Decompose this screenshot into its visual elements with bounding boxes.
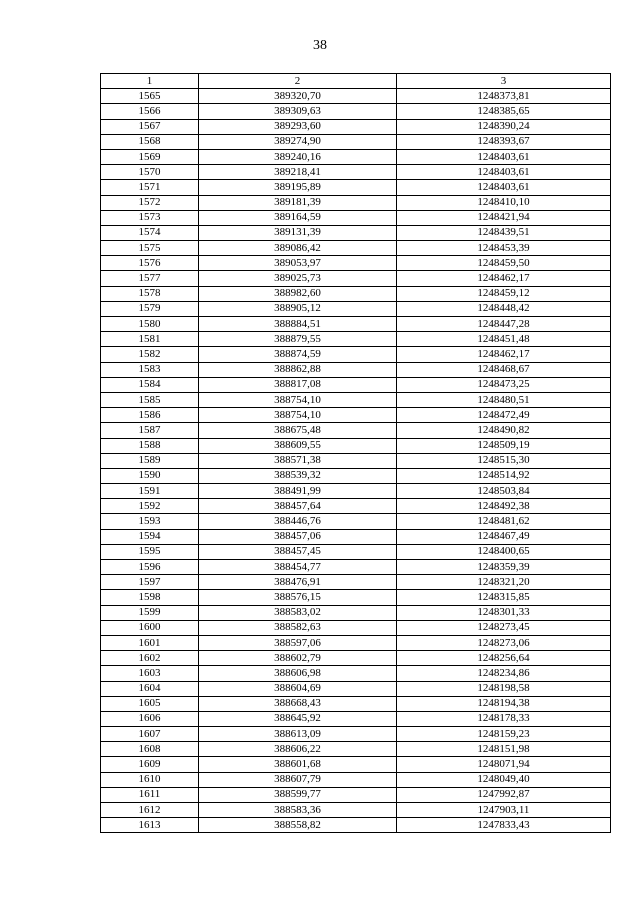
y-coordinate-cell: 1248447,28 — [397, 317, 611, 332]
y-coordinate-cell: 1247833,43 — [397, 818, 611, 833]
y-coordinate-cell: 1248421,94 — [397, 210, 611, 225]
x-coordinate-cell: 389181,39 — [199, 195, 397, 210]
y-coordinate-cell: 1248273,45 — [397, 620, 611, 635]
x-coordinate-cell: 388668,43 — [199, 696, 397, 711]
point-number-cell: 1576 — [101, 256, 199, 271]
y-coordinate-cell: 1248194,38 — [397, 696, 611, 711]
y-coordinate-cell: 1248273,06 — [397, 635, 611, 650]
x-coordinate-cell: 388583,02 — [199, 605, 397, 620]
y-coordinate-cell: 1248359,39 — [397, 560, 611, 575]
x-coordinate-cell: 388645,92 — [199, 711, 397, 726]
y-coordinate-cell: 1248159,23 — [397, 727, 611, 742]
table-row — [101, 119, 611, 134]
point-number-cell: 1592 — [101, 499, 199, 514]
table-row — [101, 241, 611, 256]
point-number-cell: 1587 — [101, 423, 199, 438]
point-number-cell: 1608 — [101, 742, 199, 757]
x-coordinate-cell: 388454,77 — [199, 560, 397, 575]
table-row — [101, 104, 611, 119]
x-coordinate-cell: 389320,70 — [199, 89, 397, 104]
x-coordinate-cell: 388905,12 — [199, 301, 397, 316]
table-row — [101, 286, 611, 301]
x-coordinate-cell: 388602,79 — [199, 651, 397, 666]
x-coordinate-cell: 389195,89 — [199, 180, 397, 195]
point-number-cell: 1580 — [101, 317, 199, 332]
x-coordinate-cell: 388754,10 — [199, 392, 397, 407]
point-number-cell: 1590 — [101, 468, 199, 483]
point-number-cell: 1597 — [101, 575, 199, 590]
column-header-2: 2 — [199, 74, 397, 89]
y-coordinate-cell: 1248509,19 — [397, 438, 611, 453]
point-number-cell: 1565 — [101, 89, 199, 104]
x-coordinate-cell: 389025,73 — [199, 271, 397, 286]
y-coordinate-cell: 1248462,17 — [397, 347, 611, 362]
point-number-cell: 1613 — [101, 818, 199, 833]
coordinates-table — [100, 73, 611, 833]
point-number-cell: 1596 — [101, 560, 199, 575]
point-number-cell: 1582 — [101, 347, 199, 362]
table-row — [101, 89, 611, 104]
table-row — [101, 438, 611, 453]
point-number-cell: 1603 — [101, 666, 199, 681]
y-coordinate-cell: 1248373,81 — [397, 89, 611, 104]
point-number-cell: 1574 — [101, 225, 199, 240]
table-row — [101, 620, 611, 635]
table-row — [101, 210, 611, 225]
table-row — [101, 514, 611, 529]
x-coordinate-cell: 388817,08 — [199, 377, 397, 392]
point-number-cell: 1607 — [101, 727, 199, 742]
y-coordinate-cell: 1248403,61 — [397, 180, 611, 195]
y-coordinate-cell: 1248439,51 — [397, 225, 611, 240]
table-row — [101, 757, 611, 772]
y-coordinate-cell: 1248473,25 — [397, 377, 611, 392]
point-number-cell: 1604 — [101, 681, 199, 696]
table-row — [101, 605, 611, 620]
y-coordinate-cell: 1248459,50 — [397, 256, 611, 271]
point-number-cell: 1578 — [101, 286, 199, 301]
table-row — [101, 165, 611, 180]
x-coordinate-cell: 389086,42 — [199, 241, 397, 256]
table-row — [101, 787, 611, 802]
table-row — [101, 149, 611, 164]
point-number-cell: 1600 — [101, 620, 199, 635]
y-coordinate-cell: 1248403,61 — [397, 149, 611, 164]
table-row — [101, 195, 611, 210]
point-number-cell: 1577 — [101, 271, 199, 286]
x-coordinate-cell: 388491,99 — [199, 484, 397, 499]
y-coordinate-cell: 1248071,94 — [397, 757, 611, 772]
point-number-cell: 1609 — [101, 757, 199, 772]
table-row — [101, 134, 611, 149]
point-number-cell: 1605 — [101, 696, 199, 711]
x-coordinate-cell: 388457,06 — [199, 529, 397, 544]
x-coordinate-cell: 388599,77 — [199, 787, 397, 802]
point-number-cell: 1594 — [101, 529, 199, 544]
table-row — [101, 575, 611, 590]
y-coordinate-cell: 1248301,33 — [397, 605, 611, 620]
table-row — [101, 317, 611, 332]
table-row — [101, 681, 611, 696]
table-row — [101, 408, 611, 423]
x-coordinate-cell: 388576,15 — [199, 590, 397, 605]
y-coordinate-cell: 1248198,58 — [397, 681, 611, 696]
y-coordinate-cell: 1248468,67 — [397, 362, 611, 377]
column-header-1: 1 — [101, 74, 199, 89]
point-number-cell: 1611 — [101, 787, 199, 802]
point-number-cell: 1569 — [101, 149, 199, 164]
table-row — [101, 635, 611, 650]
y-coordinate-cell: 1248467,49 — [397, 529, 611, 544]
point-number-cell: 1606 — [101, 711, 199, 726]
table-row — [101, 332, 611, 347]
point-number-cell: 1573 — [101, 210, 199, 225]
table-row — [101, 347, 611, 362]
point-number-cell: 1575 — [101, 241, 199, 256]
x-coordinate-cell: 388446,76 — [199, 514, 397, 529]
point-number-cell: 1584 — [101, 377, 199, 392]
x-coordinate-cell: 388879,55 — [199, 332, 397, 347]
y-coordinate-cell: 1248448,42 — [397, 301, 611, 316]
table-row — [101, 560, 611, 575]
x-coordinate-cell: 388476,91 — [199, 575, 397, 590]
table-row — [101, 301, 611, 316]
page-number: 38 — [313, 38, 327, 53]
table-row — [101, 590, 611, 605]
y-coordinate-cell: 1248451,48 — [397, 332, 611, 347]
table-row — [101, 544, 611, 559]
table-row — [101, 651, 611, 666]
table-row — [101, 772, 611, 787]
point-number-cell: 1581 — [101, 332, 199, 347]
point-number-cell: 1610 — [101, 772, 199, 787]
x-coordinate-cell: 388571,38 — [199, 453, 397, 468]
x-coordinate-cell: 388582,63 — [199, 620, 397, 635]
y-coordinate-cell: 1248462,17 — [397, 271, 611, 286]
table-row — [101, 711, 611, 726]
x-coordinate-cell: 389131,39 — [199, 225, 397, 240]
y-coordinate-cell: 1247903,11 — [397, 803, 611, 818]
y-coordinate-cell: 1248410,10 — [397, 195, 611, 210]
table-row — [101, 256, 611, 271]
table-row — [101, 377, 611, 392]
table-body — [101, 89, 611, 833]
table-row — [101, 818, 611, 833]
table-row — [101, 362, 611, 377]
y-coordinate-cell: 1248492,38 — [397, 499, 611, 514]
point-number-cell: 1585 — [101, 392, 199, 407]
x-coordinate-cell: 388601,68 — [199, 757, 397, 772]
table-row — [101, 484, 611, 499]
point-number-cell: 1579 — [101, 301, 199, 316]
y-coordinate-cell: 1247992,87 — [397, 787, 611, 802]
table-row — [101, 529, 611, 544]
table-row — [101, 423, 611, 438]
table-row — [101, 180, 611, 195]
y-coordinate-cell: 1248178,33 — [397, 711, 611, 726]
x-coordinate-cell: 389240,16 — [199, 149, 397, 164]
point-number-cell: 1595 — [101, 544, 199, 559]
table-row — [101, 392, 611, 407]
x-coordinate-cell: 388982,60 — [199, 286, 397, 301]
point-number-cell: 1612 — [101, 803, 199, 818]
point-number-cell: 1583 — [101, 362, 199, 377]
column-header-3: 3 — [397, 74, 611, 89]
y-coordinate-cell: 1248480,51 — [397, 392, 611, 407]
y-coordinate-cell: 1248481,62 — [397, 514, 611, 529]
x-coordinate-cell: 388607,79 — [199, 772, 397, 787]
table-row — [101, 696, 611, 711]
y-coordinate-cell: 1248490,82 — [397, 423, 611, 438]
x-coordinate-cell: 388606,22 — [199, 742, 397, 757]
x-coordinate-cell: 388558,82 — [199, 818, 397, 833]
point-number-cell: 1568 — [101, 134, 199, 149]
x-coordinate-cell: 388457,64 — [199, 499, 397, 514]
x-coordinate-cell: 389218,41 — [199, 165, 397, 180]
x-coordinate-cell: 388604,69 — [199, 681, 397, 696]
table-row — [101, 225, 611, 240]
point-number-cell: 1591 — [101, 484, 199, 499]
point-number-cell: 1602 — [101, 651, 199, 666]
y-coordinate-cell: 1248400,65 — [397, 544, 611, 559]
table-row — [101, 803, 611, 818]
point-number-cell: 1601 — [101, 635, 199, 650]
table-row — [101, 742, 611, 757]
x-coordinate-cell: 388754,10 — [199, 408, 397, 423]
y-coordinate-cell: 1248403,61 — [397, 165, 611, 180]
point-number-cell: 1570 — [101, 165, 199, 180]
point-number-cell: 1593 — [101, 514, 199, 529]
y-coordinate-cell: 1248315,85 — [397, 590, 611, 605]
table-header-row — [101, 74, 611, 89]
x-coordinate-cell: 389274,90 — [199, 134, 397, 149]
point-number-cell: 1598 — [101, 590, 199, 605]
point-number-cell: 1586 — [101, 408, 199, 423]
x-coordinate-cell: 388583,36 — [199, 803, 397, 818]
point-number-cell: 1599 — [101, 605, 199, 620]
table-row — [101, 271, 611, 286]
x-coordinate-cell: 388884,51 — [199, 317, 397, 332]
y-coordinate-cell: 1248390,24 — [397, 119, 611, 134]
y-coordinate-cell: 1248503,84 — [397, 484, 611, 499]
y-coordinate-cell: 1248453,39 — [397, 241, 611, 256]
x-coordinate-cell: 389309,63 — [199, 104, 397, 119]
x-coordinate-cell: 388457,45 — [199, 544, 397, 559]
y-coordinate-cell: 1248393,67 — [397, 134, 611, 149]
x-coordinate-cell: 388539,32 — [199, 468, 397, 483]
table-row — [101, 666, 611, 681]
point-number-cell: 1566 — [101, 104, 199, 119]
y-coordinate-cell: 1248321,20 — [397, 575, 611, 590]
table-row — [101, 499, 611, 514]
x-coordinate-cell: 388613,09 — [199, 727, 397, 742]
x-coordinate-cell: 388675,48 — [199, 423, 397, 438]
x-coordinate-cell: 388606,98 — [199, 666, 397, 681]
point-number-cell: 1572 — [101, 195, 199, 210]
y-coordinate-cell: 1248459,12 — [397, 286, 611, 301]
point-number-cell: 1571 — [101, 180, 199, 195]
y-coordinate-cell: 1248385,65 — [397, 104, 611, 119]
x-coordinate-cell: 389293,60 — [199, 119, 397, 134]
table-row — [101, 727, 611, 742]
y-coordinate-cell: 1248049,40 — [397, 772, 611, 787]
table-row — [101, 468, 611, 483]
y-coordinate-cell: 1248256,64 — [397, 651, 611, 666]
x-coordinate-cell: 389164,59 — [199, 210, 397, 225]
y-coordinate-cell: 1248514,92 — [397, 468, 611, 483]
y-coordinate-cell: 1248151,98 — [397, 742, 611, 757]
y-coordinate-cell: 1248515,30 — [397, 453, 611, 468]
x-coordinate-cell: 388874,59 — [199, 347, 397, 362]
table-row — [101, 453, 611, 468]
point-number-cell: 1588 — [101, 438, 199, 453]
x-coordinate-cell: 388597,06 — [199, 635, 397, 650]
point-number-cell: 1567 — [101, 119, 199, 134]
x-coordinate-cell: 388862,88 — [199, 362, 397, 377]
point-number-cell: 1589 — [101, 453, 199, 468]
y-coordinate-cell: 1248472,49 — [397, 408, 611, 423]
x-coordinate-cell: 389053,97 — [199, 256, 397, 271]
y-coordinate-cell: 1248234,86 — [397, 666, 611, 681]
x-coordinate-cell: 388609,55 — [199, 438, 397, 453]
